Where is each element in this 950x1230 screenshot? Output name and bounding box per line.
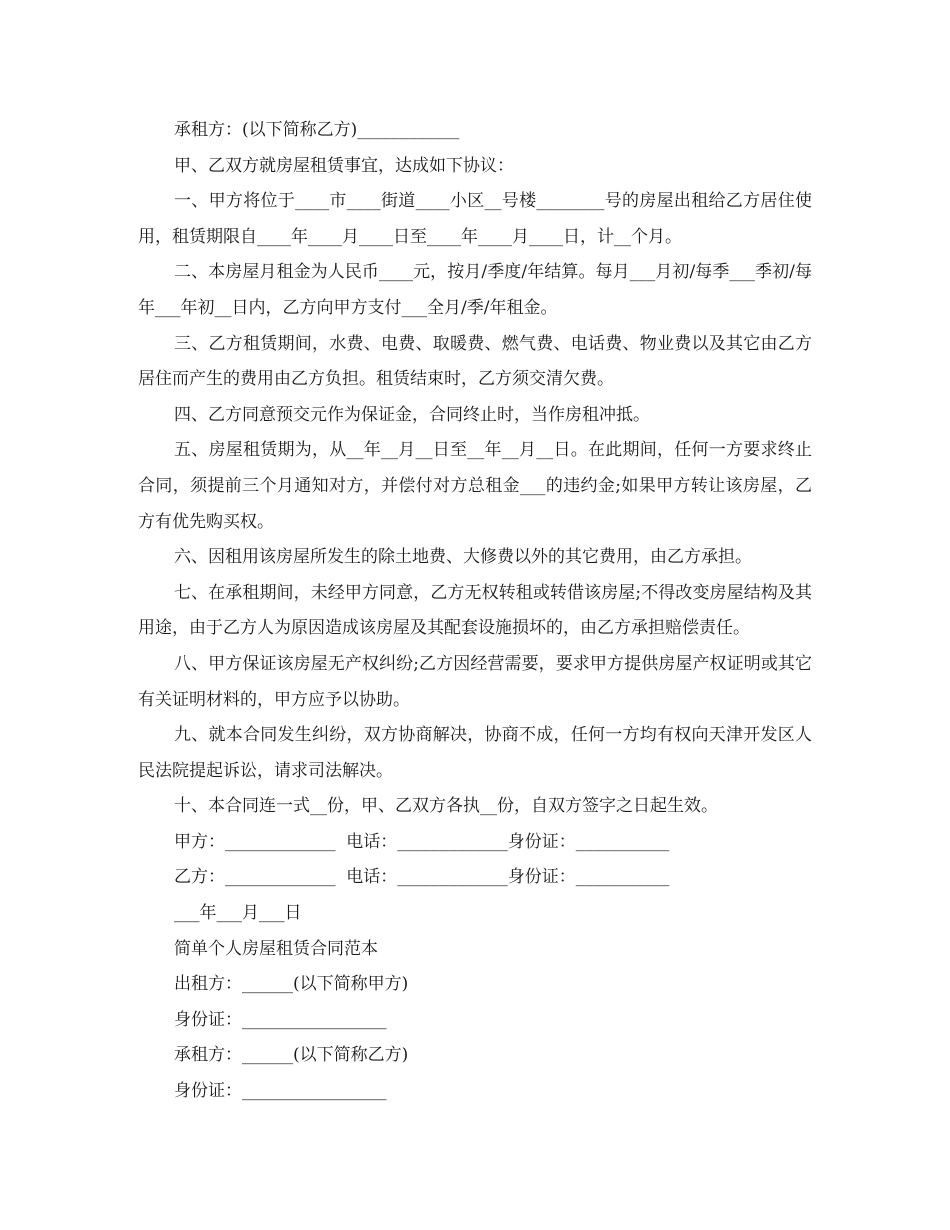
paragraph-clause-2: 二、本房屋月租金为人民币____元，按月/季度/年结算。每月___月初/每季___季初/每年___年初__日内，乙方向甲方支付___全月/季/年租金。 <box>138 262 812 318</box>
paragraph-clause-9: 九、就本合同发生纠纷，双方协商解决，协商不成，任何一方均有权向天津开发区人民法院提起诉讼，请求司法解决。 <box>138 725 812 781</box>
paragraph-clause-1: 一、甲方将位于____市____街道____小区__号楼________号的房屋出租给乙方居住使用，租赁期限自____年____月____日至____年____月____日，计__个月。 <box>138 191 812 247</box>
signature-line-party-a: 甲方：_____________ 电话：_____________身份证：___________ <box>174 831 670 852</box>
paragraph-clause-4: 四、乙方同意预交元作为保证金，合同终止时，当作房租冲抵。 <box>174 404 650 425</box>
paragraph-agreement-intro: 甲、乙双方就房屋租赁事宜，达成如下协议： <box>174 155 514 176</box>
paragraph-clause-3: 三、乙方租赁期间，水费、电费、取暖费、燃气费、电话费、物业费以及其它由乙方居住而产生的费用由乙方负担。租赁结束时，乙方须交清欠费。 <box>138 333 812 390</box>
paragraph-lessee-line: 承租方：(以下简称乙方)____________ <box>174 120 460 140</box>
lessor-line: 出租方：______(以下简称甲方) <box>174 974 409 995</box>
paragraph-clause-7: 七、在承租期间，未经甲方同意，乙方无权转租或转借该房屋;不得改变房屋结构及其用途，由于乙方人为原因造成该房屋及其配套设施损坏的，由乙方承担赔偿责任。 <box>138 582 812 639</box>
paragraph-clause-5: 五、房屋租赁期为，从__年__月__日至__年__月__日。在此期间，任何一方要求终止合同，须提前三个月通知对方，并偿付对方总租金___的违约金;如果甲方转让该房屋，乙方有优先购买权。 <box>138 440 812 532</box>
section-title: 简单个人房屋租赁合同范本 <box>174 938 378 959</box>
paragraph-clause-10: 十、本合同连一式__份，甲、乙双方各执__份，自双方签字之日起生效。 <box>174 796 718 817</box>
date-line: ___年___月___日 <box>174 903 302 924</box>
lessee-id-line: 身份证：_________________ <box>174 1081 387 1102</box>
signature-line-party-b: 乙方：_____________ 电话：_____________身份证：___________ <box>174 867 670 888</box>
paragraph-clause-8: 八、甲方保证该房屋无产权纠纷;乙方因经营需要，要求甲方提供房屋产权证明或其它有关证明材料的，甲方应予以协助。 <box>138 653 812 710</box>
paragraph-clause-6: 六、因租用该房屋所发生的除土地费、大修费以外的其它费用，由乙方承担。 <box>174 547 752 568</box>
lessor-id-line: 身份证：_________________ <box>174 1009 387 1030</box>
document-body <box>138 113 812 1110</box>
lessee-line: 承租方：______(以下简称乙方) <box>174 1045 409 1066</box>
